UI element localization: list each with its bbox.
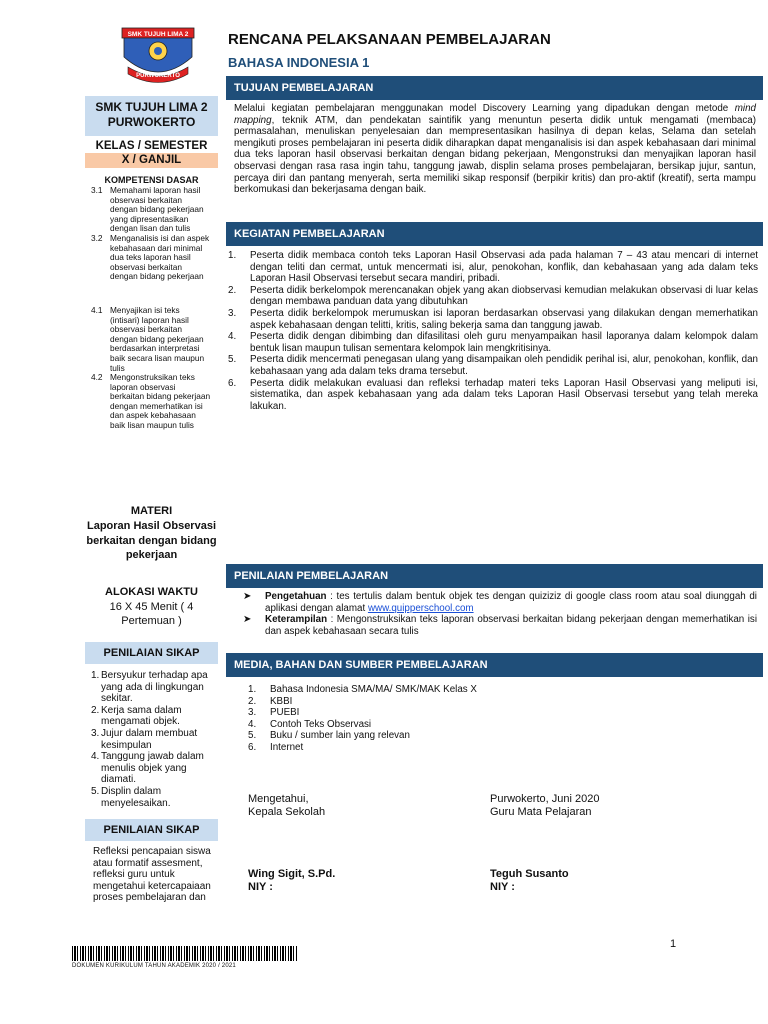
tujuan-paragraph: Melalui kegiatan pembelajaran menggunakan model Discovery Learning yang dipadukan dengan metode mind mapping, teknik ATM, dan pendekatan saintifik yang menuntun peserta didik untuk mengamati (membaca) permasalahan, menuliskan penyelesaian dan mempresentasikan hasilnya di depan kelas, Selama dan setelah mengikuti proses pembelajaran ini peserta didik diharapkan dapat menganalisis isi dan aspek kebahasaan dari minimal dua teks laporan hasil observasi berkaitan dengan bidang pekerjaan, Mengonstruksi dan menyajikan laporan hasil observasi dengan rasa rasa ingin tahu, tanggung jawab, displin selama proses pembelajaran, bersikap jujur, santun, percaya diri dan pantang menyerah, serta memiliki sikap responsif (berpikir kritis) dan pro-aktif (kreatif), serta mampu berkomukasi dan bekerjasama dengan baik. (234, 103, 756, 196)
kd-text: Mengonstruksikan teks laporan observasi berkaitan bidang pekerjaan dengan memerhatikan isi dan aspek kebahasaan baik lisan maupun tulis (110, 372, 211, 431)
arrow-bullet-icon: ➤ (243, 614, 252, 626)
school-box (85, 96, 218, 136)
school-name: SMK TUJUH LIMA 2 (95, 100, 208, 114)
list-item: 1. Bahasa Indonesia SMA/MA/ SMK/MAK Kelas X (248, 684, 477, 695)
signature-left-block: Mengetahui, Kepala Sekolah (248, 793, 326, 818)
kd-text: Memahami laporan hasil observasi berkaitan dengan bidang pekerjaan yang dipresentasikan dengan lisan dan tulis (110, 186, 204, 234)
kd-num: 4.2 (91, 372, 103, 383)
alokasi-body: 16 X 45 Menit ( 4 Pertemuan ) (109, 601, 194, 627)
kegiatan-header: KEGIATAN PEMBELAJARAN (226, 222, 763, 246)
list-item: 1. Peserta didik membaca contoh teks Laporan Hasil Observasi ada pada halaman 7 – 43 atau mencari di internet dengan teliti dan cermat, untuk mencermati isi, alur, penokohan, konflik, dan kebahasaan yang ada dalam teks Laporan Hasil Observasi tersebut secara mandiri, pribadi. (228, 250, 758, 285)
list-item: 4. Tanggung jawab dalam menulis objek yang diamati. (91, 751, 204, 786)
barcode-icon (72, 946, 298, 961)
kd-num: 4.1 (91, 304, 103, 315)
list-item: ➤ Pengetahuan : tes tertulis dalam bentuk objek tes dengan quiziziz di google class room atau soal diunggah di aplikasi dengan alamat www.quipperschool.com (243, 591, 757, 614)
signature-right-block: Purwokerto, Juni 2020 Guru Mata Pelajaran (490, 793, 600, 818)
kd-text: Menganalisis isi dan aspek kebahasaan dari minimal dua teks laporan hasil observasi berkaitan dengan bidang pekerjaan (110, 232, 210, 282)
footer-text: DOKUMEN KURIKULUM TAHUN AKADEMIK 2020 / 2021 (72, 963, 236, 969)
kd-title: KOMPETENSI DASAR (104, 175, 199, 185)
penilaian-list (243, 591, 757, 637)
penilaian-header: PENILAIAN PEMBELAJARAN (226, 564, 763, 588)
kd-item (91, 234, 211, 282)
penilaian-sikap-header-2: PENILAIAN SIKAP (85, 819, 218, 841)
kd-num: 3.1 (91, 186, 103, 195)
kd-text: Menyajikan isi teks (intisari) laporan hasil observasi berkaitan dengan bidang pekerjaan berdasarkan interpretasi baik secara lisan maupun tulis (110, 304, 205, 373)
list-item: 3. Peserta didik berkelompok merumuskan isi laporan berdasarkan observasi yang dilakukan dengan memerhatikan aspek kebahasaan dengan telitti, kritis, saling bekerja sama dan tanggung jawab. (228, 307, 758, 331)
list-item: 1. Bersyukur terhadap apa yang ada di lingkungan sekitar. (91, 670, 208, 705)
kd-item (91, 373, 211, 431)
kd-item (91, 186, 211, 234)
kegiatan-list (228, 250, 758, 412)
list-item: 2. Kerja sama dalam mengamati objek. (91, 704, 182, 728)
school-city: PURWOKERTO (107, 115, 196, 129)
headmaster-name: Wing Sigit, S.Pd. (248, 868, 336, 880)
headmaster-signature (248, 868, 335, 894)
list-item: 2. Peserta didik berkelompok merencanakan objek yang akan diobservasi kemudian melakukan observasi di luar kelas dengan membawa panduan data yang dibutuhkan (228, 284, 758, 308)
logo-bottom-text: PURWOKERTO (136, 73, 180, 79)
list-item: 3. Jujur dalam membuat kesimpulan (91, 727, 198, 751)
kd-item (91, 306, 211, 373)
list-item: 6. Internet (248, 741, 304, 753)
materi-title: MATERI (130, 505, 173, 517)
list-item: 5. Peserta didik mencermati penegasan ulang yang disampaikan oleh pendidik perihal isi, alur, penokohan, konflik, dan kebahasaan yang ada dalam teks drama tersebut. (228, 354, 758, 377)
list-item: 4. Peserta didik dengan dibimbing dan difasilitasi oleh guru menyampaikan hasil laporanya dalam kelompok dalam bentuk lisan maupun tulisan sementara kelompok lain mengkritisinya. (228, 331, 758, 354)
page-number: 1 (670, 938, 677, 950)
penilaian-sikap-header: PENILAIAN SIKAP (85, 642, 218, 664)
page-title: RENCANA PELAKSANAAN PEMBELAJARAN (228, 31, 551, 48)
kelas-value: X / GANJIL (85, 153, 218, 168)
teacher-signature (490, 868, 569, 894)
tujuan-header: TUJUAN PEMBELAJARAN (226, 76, 763, 100)
list-item: 3. PUEBI (248, 707, 300, 719)
kelas-title: KELAS / SEMESTER (95, 140, 208, 152)
list-item: 5. Buku / sumber lain yang relevan (248, 730, 410, 742)
refleksi-text: Refleksi pencapaian siswa atau formatif assesment, refleksi guru untuk mengetahui ketercapaiaan proses pembelajaran dan (93, 846, 211, 904)
teacher-name: Teguh Susanto (490, 868, 569, 880)
alokasi-title: ALOKASI WAKTU (105, 586, 198, 598)
school-logo (118, 27, 198, 83)
headmaster-niy: NIY : (248, 881, 273, 893)
quipper-link[interactable]: www.quipperschool.com (367, 602, 474, 614)
kd-list (91, 186, 211, 496)
list-item: 2. KBBI (248, 695, 293, 707)
subject-title: BAHASA INDONESIA 1 (228, 55, 370, 70)
list-item: 6. Peserta didik melakukan evaluasi dan refleksi terhadap materi teks Laporan Hasil Observasi yang meliputi isi, sistematika, dan aspek kebahasaan yang ada dalam teks Laporan Hasil Observasi tersebut yang telah mereka lakukan. (228, 377, 758, 412)
list-item: ➤ Keterampilan : Mengonstruksikan teks laporan observasi berkaitan bidang pekerjaan dengan memerhatikan isi dan aspek kebahasaan secara tulis (243, 614, 757, 637)
media-header: MEDIA, BAHAN DAN SUMBER PEMBELAJARAN (226, 653, 763, 677)
list-item: 5. Displin dalam menyelesaikan. (91, 785, 171, 809)
media-list (248, 684, 477, 754)
arrow-bullet-icon: ➤ (243, 591, 252, 602)
materi-body: Laporan Hasil Observasi berkaitan dengan bidang pekerjaan (86, 520, 217, 561)
logo-top-text: SMK TUJUH LIMA 2 (127, 31, 189, 38)
sikap-list (91, 670, 218, 809)
list-item: 4. Contoh Teks Observasi (248, 718, 372, 730)
teacher-niy: NIY : (490, 881, 515, 893)
kd-num: 3.2 (91, 232, 103, 243)
